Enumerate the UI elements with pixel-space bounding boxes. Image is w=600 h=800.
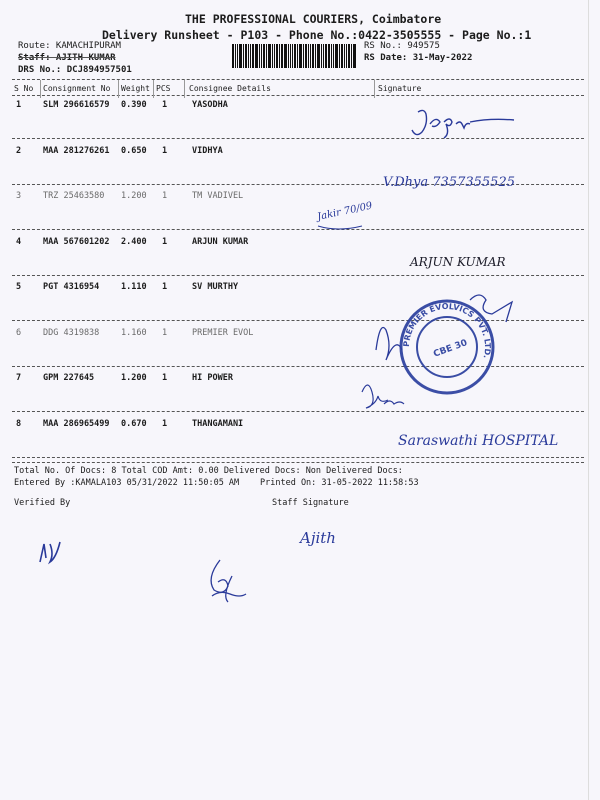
row-sno: 8 <box>16 418 22 429</box>
staff-signature <box>298 529 336 547</box>
signature-text-row-3: Jakir 70/09 <box>316 200 374 223</box>
signature-text-row-8: Saraswathi HOSPITAL <box>398 433 559 449</box>
signature-row-1 <box>412 110 514 138</box>
signature-row-4 <box>409 255 506 269</box>
row-weight: 1.110 <box>121 282 147 292</box>
row-consignee: YASODHA <box>192 100 228 110</box>
row-sno: 3 <box>16 191 22 201</box>
row-pcs: 1 <box>162 236 168 247</box>
row-sno: 1 <box>16 100 22 110</box>
totals-line: Total No. Of Docs: 8 Total COD Amt: 0.00 Delivered Docs: Non Delivered Docs: <box>14 466 403 476</box>
row-weight: 1.160 <box>121 327 147 338</box>
page-title: Delivery Runsheet - P103 - Phone No.:0422-3505555 - Page No.:1 <box>102 28 532 42</box>
row-weight: 1.200 <box>121 373 147 383</box>
row-consignment-no: MAA 567601202 <box>43 236 110 247</box>
row-consignment-no: DDG 4319838 <box>43 327 100 338</box>
footer-rule <box>12 462 584 463</box>
col-consignment: Consignment No <box>43 84 111 93</box>
row-sno: 2 <box>16 145 22 156</box>
row-sno: 6 <box>16 327 22 338</box>
rs-date: RS Date: 31-May-2022 <box>364 53 473 63</box>
col-sno: S No <box>14 84 34 93</box>
row-weight: 0.390 <box>121 100 147 110</box>
row-consignment-no: MAA 286965499 <box>43 418 110 429</box>
row-pcs: 1 <box>162 327 168 338</box>
row-sno: 5 <box>16 282 22 292</box>
signature-text-row-1: Jega <box>418 130 421 131</box>
stamp-ring-text: PREMIER EVOLVICS PVT. LTD. <box>401 301 493 360</box>
row-consignee: SV MURTHY <box>192 282 239 292</box>
row-consignee: PREMIER EVOL <box>192 327 254 338</box>
row-sno: 7 <box>16 373 22 383</box>
row-weight: 1.200 <box>121 191 147 201</box>
row-pcs: 1 <box>162 191 168 201</box>
row-consignment-no: GPM 227645 <box>43 373 95 383</box>
row-pcs: 1 <box>162 418 168 429</box>
signature-row-2 <box>383 175 515 190</box>
lower-signature <box>211 560 246 602</box>
signature-text-row-2: V.Dhya 7357355525 <box>383 175 515 190</box>
company-name: THE PROFESSIONAL COURIERS, Coimbatore <box>185 12 442 26</box>
staff-label: Staff: AJITH KUMAR <box>18 53 116 63</box>
row-consignment-no: TRZ 25463580 <box>43 191 105 201</box>
row-sno: 4 <box>16 236 22 247</box>
row-pcs: 1 <box>162 282 168 292</box>
signature-row-7 <box>362 385 404 408</box>
row-consignee: HI POWER <box>192 373 233 383</box>
signature-row-3 <box>314 200 374 229</box>
stamp-center-text: CBE 30 <box>432 338 469 360</box>
page-edge <box>588 0 589 800</box>
row-consignee: THANGAMANI <box>192 418 244 429</box>
col-pcs: PCS <box>156 84 171 93</box>
signature-row-8 <box>398 433 558 449</box>
verified-signature <box>40 542 60 562</box>
staff-signature-text: Ajith <box>300 529 336 547</box>
company-stamp <box>401 301 493 393</box>
row-consignee: ARJUN KUMAR <box>192 236 249 247</box>
row-consignment-no: SLM 296616579 <box>43 100 110 110</box>
route-label: Route: KAMACHIPURAM <box>18 41 121 51</box>
row-consignment-no: PGT 4316954 <box>43 282 100 292</box>
row-weight: 0.670 <box>121 418 147 429</box>
row-pcs: 1 <box>162 100 168 110</box>
row-consignee: TM VADIVEL <box>192 191 244 201</box>
staff-signature-label: Staff Signature <box>272 498 349 508</box>
row-pcs: 1 <box>162 373 168 383</box>
col-signature: Signature <box>378 84 422 93</box>
rs-number: RS No.: 949575 <box>364 41 440 51</box>
col-consignee: Consignee Details <box>189 84 271 93</box>
signature-text-row-4: ARJUN KUMAR <box>410 255 506 269</box>
verified-by-label: Verified By <box>14 498 71 508</box>
printed-on: Printed On: 31-05-2022 11:58:53 <box>260 478 419 488</box>
row-weight: 0.650 <box>121 145 147 156</box>
drs-number: DRS No.: DCJ894957501 <box>18 65 132 75</box>
row-weight: 2.400 <box>121 236 147 247</box>
row-pcs: 1 <box>162 145 168 156</box>
entered-by: Entered By :KAMALA103 05/31/2022 11:50:05 AM <box>14 478 240 488</box>
col-weight: Weight <box>121 84 150 93</box>
row-consignment-no: MAA 281276261 <box>43 145 110 156</box>
row-consignee: VIDHYA <box>192 145 223 156</box>
